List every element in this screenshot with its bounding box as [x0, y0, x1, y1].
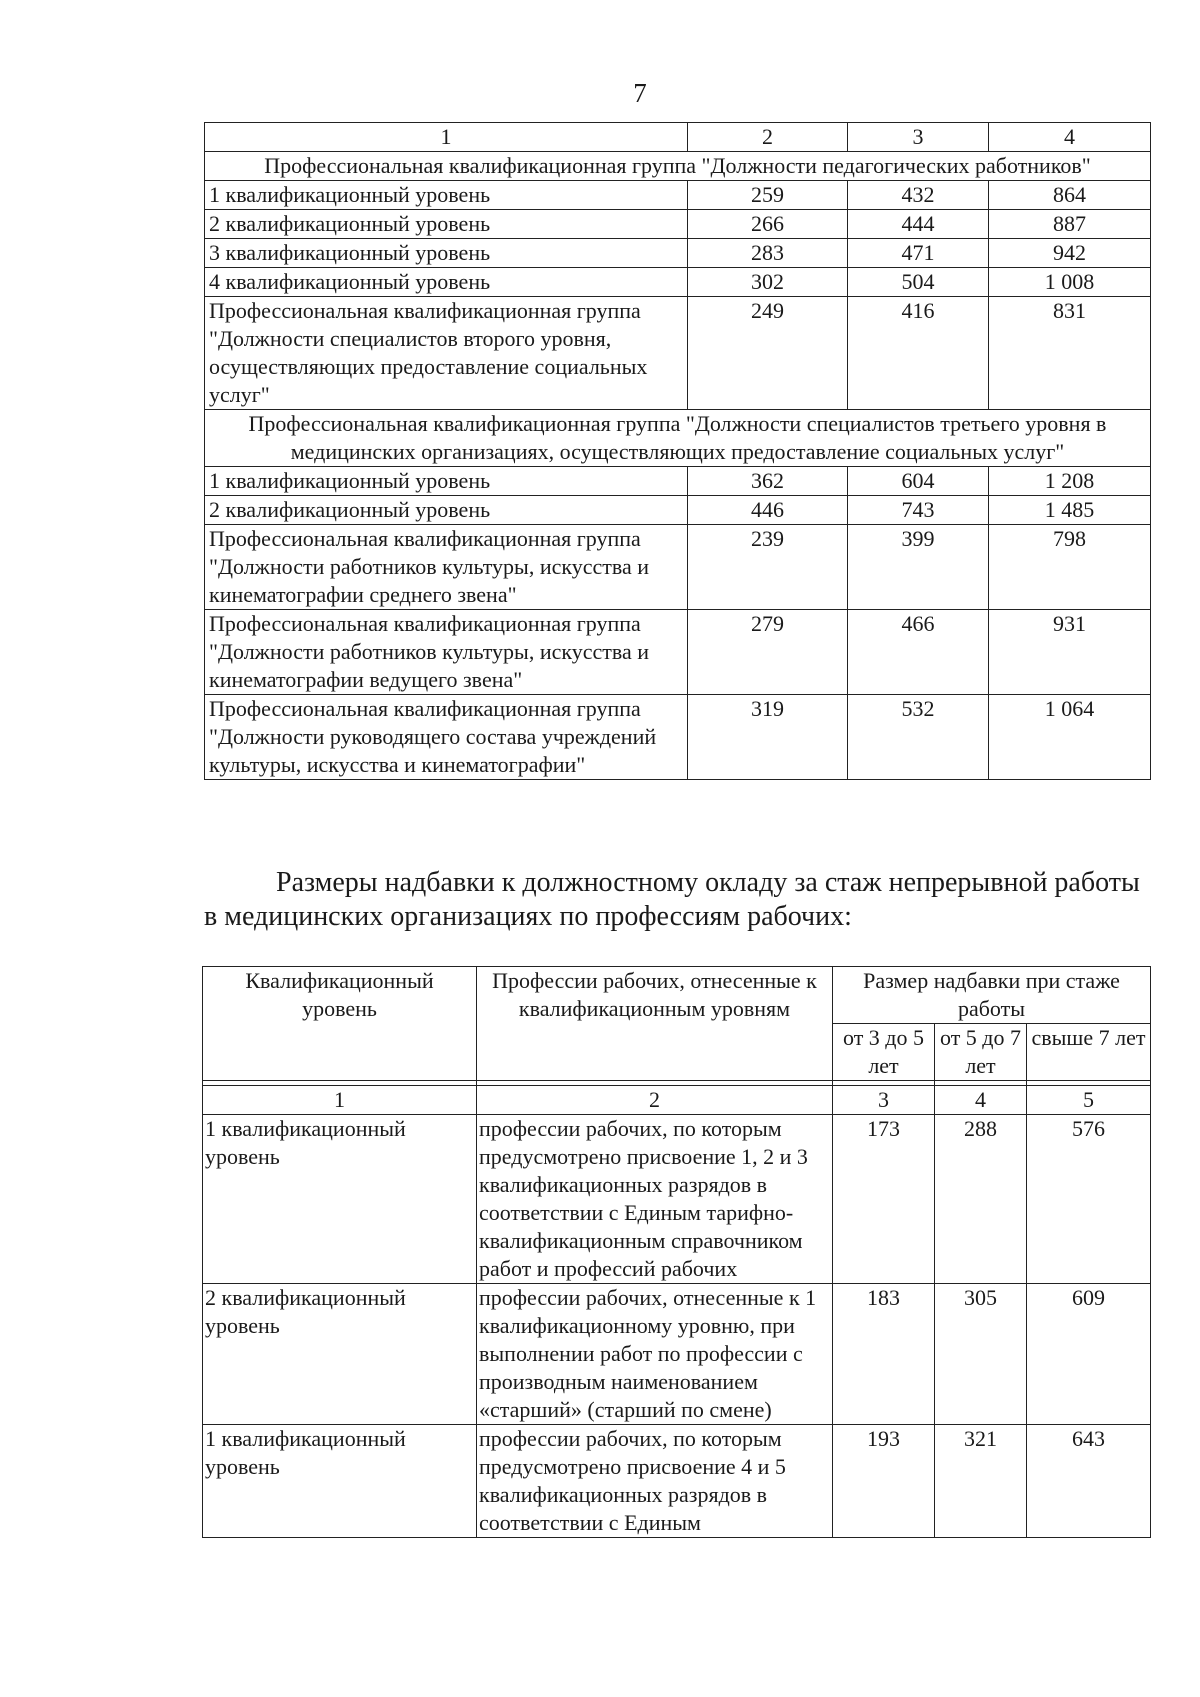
value-cell: 444 — [848, 210, 989, 239]
group-title: Профессиональная квалификационная группа "Должности педагогических работников" — [205, 152, 1151, 181]
table-row — [203, 1425, 1151, 1538]
value-cell: 643 — [1027, 1425, 1151, 1538]
value-cell: 193 — [833, 1425, 935, 1538]
value-cell: 416 — [848, 297, 989, 410]
column-number: 3 — [833, 1086, 935, 1115]
value-cell: 1 008 — [989, 268, 1151, 297]
row-label: 4 квалификационный уровень — [205, 268, 688, 297]
value-cell: 305 — [935, 1284, 1027, 1425]
value-cell: 1 208 — [989, 467, 1151, 496]
value-cell: 173 — [833, 1115, 935, 1284]
value-cell: 887 — [989, 210, 1151, 239]
group-title: Профессиональная квалификационная группа "Должности специалистов третьего уровня в медицинских организациях, осуществляющих предоставление социальных услуг" — [205, 410, 1151, 467]
row-label: Профессиональная квалификационная группа "Должности руководящего состава учреждений культуры, искусства и кинематографии" — [205, 695, 688, 780]
value-cell: 446 — [688, 496, 848, 525]
subheader-over-7-years: свыше 7 лет — [1027, 1024, 1151, 1081]
value-cell: 504 — [848, 268, 989, 297]
value-cell: 798 — [989, 525, 1151, 610]
table-row — [203, 1115, 1151, 1284]
value-cell: 249 — [688, 297, 848, 410]
column-number: 2 — [477, 1086, 833, 1115]
table-header-row — [205, 123, 1151, 152]
table-header-row — [203, 967, 1151, 1024]
table-row — [205, 297, 1151, 410]
table-row — [205, 695, 1151, 780]
value-cell: 1 064 — [989, 695, 1151, 780]
value-cell: 283 — [688, 239, 848, 268]
table-row-group — [205, 152, 1151, 181]
header-professions: Профессии рабочих, отнесенные к квалификационным уровням — [477, 967, 833, 1081]
row-label: 1 квалификационный уровень — [205, 467, 688, 496]
table-row — [203, 1284, 1151, 1425]
value-cell: 321 — [935, 1425, 1027, 1538]
row-label: Профессиональная квалификационная группа "Должности специалистов второго уровня, осуществляющих предоставление социальных услуг" — [205, 297, 688, 410]
table-row — [205, 496, 1151, 525]
table-row — [205, 210, 1151, 239]
table-row-group — [205, 410, 1151, 467]
section-heading — [204, 866, 1150, 934]
value-cell: 942 — [989, 239, 1151, 268]
value-cell: 466 — [848, 610, 989, 695]
table-number-row — [203, 1086, 1151, 1115]
level-cell: 1 квалификационный уровень — [203, 1115, 477, 1284]
value-cell: 399 — [848, 525, 989, 610]
heading-line-1: Размеры надбавки к должностному окладу за стаж непрерывной работы — [276, 867, 1140, 898]
column-number: 4 — [989, 123, 1151, 152]
allowance-table-workers — [202, 966, 1151, 1538]
level-cell: 1 квалификационный уровень — [203, 1425, 477, 1538]
column-number: 5 — [1027, 1086, 1151, 1115]
subheader-5-7-years: от 5 до 7 лет — [935, 1024, 1027, 1081]
table-row — [205, 610, 1151, 695]
value-cell: 319 — [688, 695, 848, 780]
value-cell: 831 — [989, 297, 1151, 410]
row-label: Профессиональная квалификационная группа "Должности работников культуры, искусства и кинематографии ведущего звена" — [205, 610, 688, 695]
value-cell: 609 — [1027, 1284, 1151, 1425]
table-row — [205, 525, 1151, 610]
profession-cell: профессии рабочих, отнесенные к 1 квалификационному уровню, при выполнении работ по профессии с производным наименованием «старший» (старший по смене) — [477, 1284, 833, 1425]
header-allowance-size: Размер надбавки при стаже работы — [833, 967, 1151, 1024]
profession-cell: профессии рабочих, по которым предусмотрено присвоение 4 и 5 квалификационных разрядов в соответствии с Единым — [477, 1425, 833, 1538]
value-cell: 532 — [848, 695, 989, 780]
table-row — [205, 467, 1151, 496]
row-label: 1 квалификационный уровень — [205, 181, 688, 210]
value-cell: 239 — [688, 525, 848, 610]
value-cell: 604 — [848, 467, 989, 496]
value-cell: 432 — [848, 181, 989, 210]
allowance-table-groups — [204, 122, 1151, 780]
value-cell: 183 — [833, 1284, 935, 1425]
value-cell: 576 — [1027, 1115, 1151, 1284]
column-number: 3 — [848, 123, 989, 152]
row-label: 2 квалификационный уровень — [205, 210, 688, 239]
column-number: 2 — [688, 123, 848, 152]
value-cell: 288 — [935, 1115, 1027, 1284]
value-cell: 864 — [989, 181, 1151, 210]
row-label: 3 квалификационный уровень — [205, 239, 688, 268]
subheader-3-5-years: от 3 до 5 лет — [833, 1024, 935, 1081]
value-cell: 471 — [848, 239, 989, 268]
value-cell: 259 — [688, 181, 848, 210]
profession-cell: профессии рабочих, по которым предусмотрено присвоение 1, 2 и 3 квалификационных разрядов в соответствии с Единым тарифно-квалификационным справочником работ и профессий рабочих — [477, 1115, 833, 1284]
level-cell: 2 квалификационный уровень — [203, 1284, 477, 1425]
column-number: 1 — [203, 1086, 477, 1115]
value-cell: 743 — [848, 496, 989, 525]
heading-line-2: в медицинских организациях по профессиям рабочих: — [204, 901, 852, 932]
table-row — [205, 239, 1151, 268]
column-number: 1 — [205, 123, 688, 152]
table-row — [205, 268, 1151, 297]
row-label: 2 квалификационный уровень — [205, 496, 688, 525]
row-label: Профессиональная квалификационная группа "Должности работников культуры, искусства и кинематографии среднего звена" — [205, 525, 688, 610]
value-cell: 362 — [688, 467, 848, 496]
value-cell: 931 — [989, 610, 1151, 695]
value-cell: 302 — [688, 268, 848, 297]
table-row — [205, 181, 1151, 210]
value-cell: 266 — [688, 210, 848, 239]
column-number: 4 — [935, 1086, 1027, 1115]
value-cell: 279 — [688, 610, 848, 695]
value-cell: 1 485 — [989, 496, 1151, 525]
header-qualification-level: Квалификационный уровень — [203, 967, 477, 1081]
page-number: 7 — [633, 78, 647, 108]
